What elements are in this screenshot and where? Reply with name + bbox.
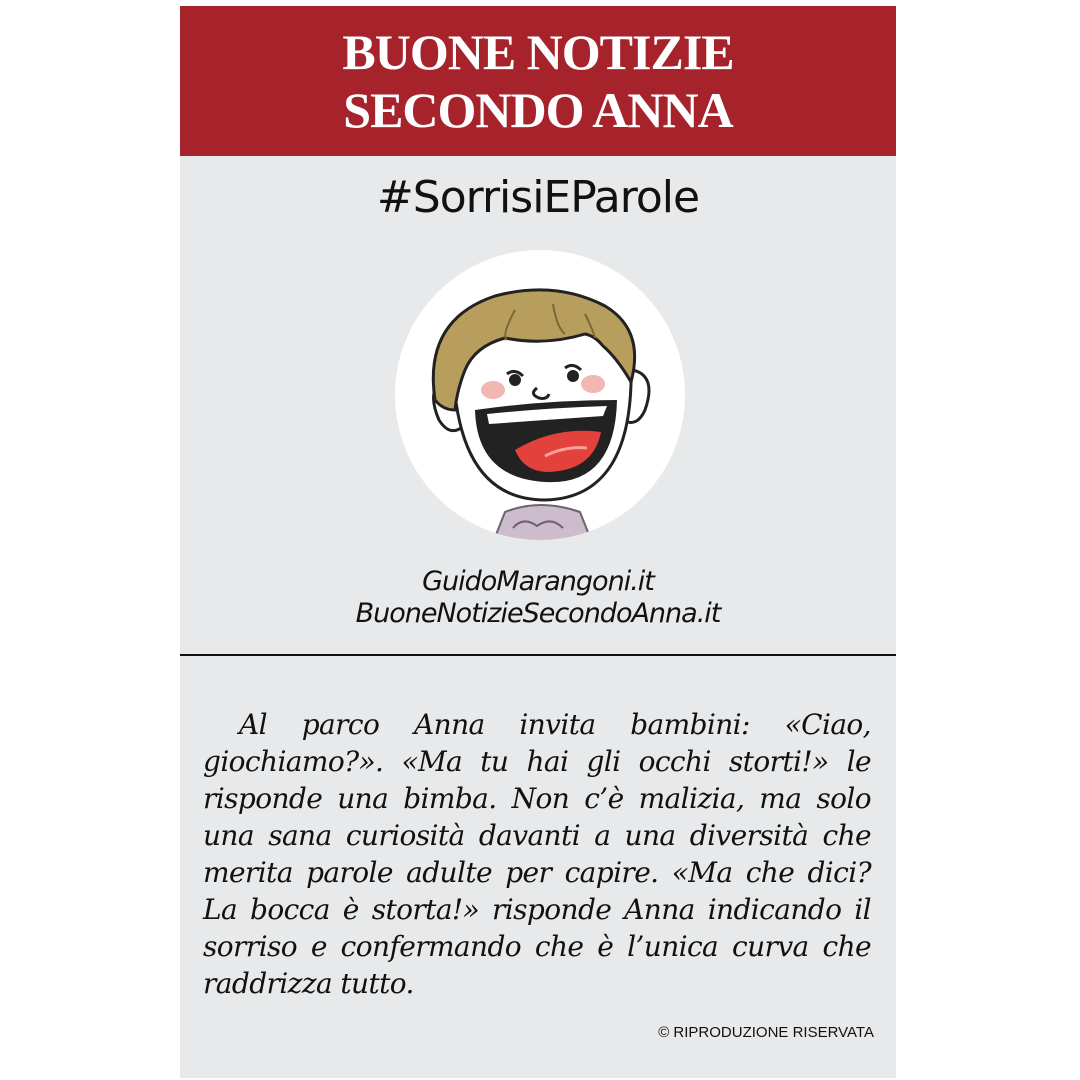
section-divider bbox=[180, 654, 896, 656]
website-buonenotiziesecondoanna[interactable]: BuoneNotizieSecondoAnna.it bbox=[355, 598, 721, 629]
copyright-notice: © RIPRODUZIONE RISERVATA bbox=[658, 1024, 874, 1041]
article-card bbox=[180, 6, 896, 1078]
website-list bbox=[180, 566, 896, 630]
hashtag: #SorrisiEParole bbox=[376, 172, 700, 223]
website-guidomarangoni[interactable]: GuidoMarangoni.it bbox=[422, 566, 654, 597]
smiling-child-face-icon bbox=[395, 250, 685, 540]
title-banner bbox=[180, 6, 896, 156]
banner-title-line-1: BUONE NOTIZIE bbox=[342, 24, 734, 80]
banner-title-line-2: SECONDO ANNA bbox=[343, 82, 733, 138]
article-body: Al parco Anna invita bambini: «Ciao, giochiamo?». «Ma tu hai gli occhi storti!» le risponde una bimba. Non c’è malizia, ma solo una sana curiosità davanti a una diversità che merita parole adulte per capire. «Ma che dici? La bocca è storta!» risponde Anna indicando il sorriso e confermando che è l’unica curva che raddrizza tutto. bbox=[203, 708, 871, 1000]
